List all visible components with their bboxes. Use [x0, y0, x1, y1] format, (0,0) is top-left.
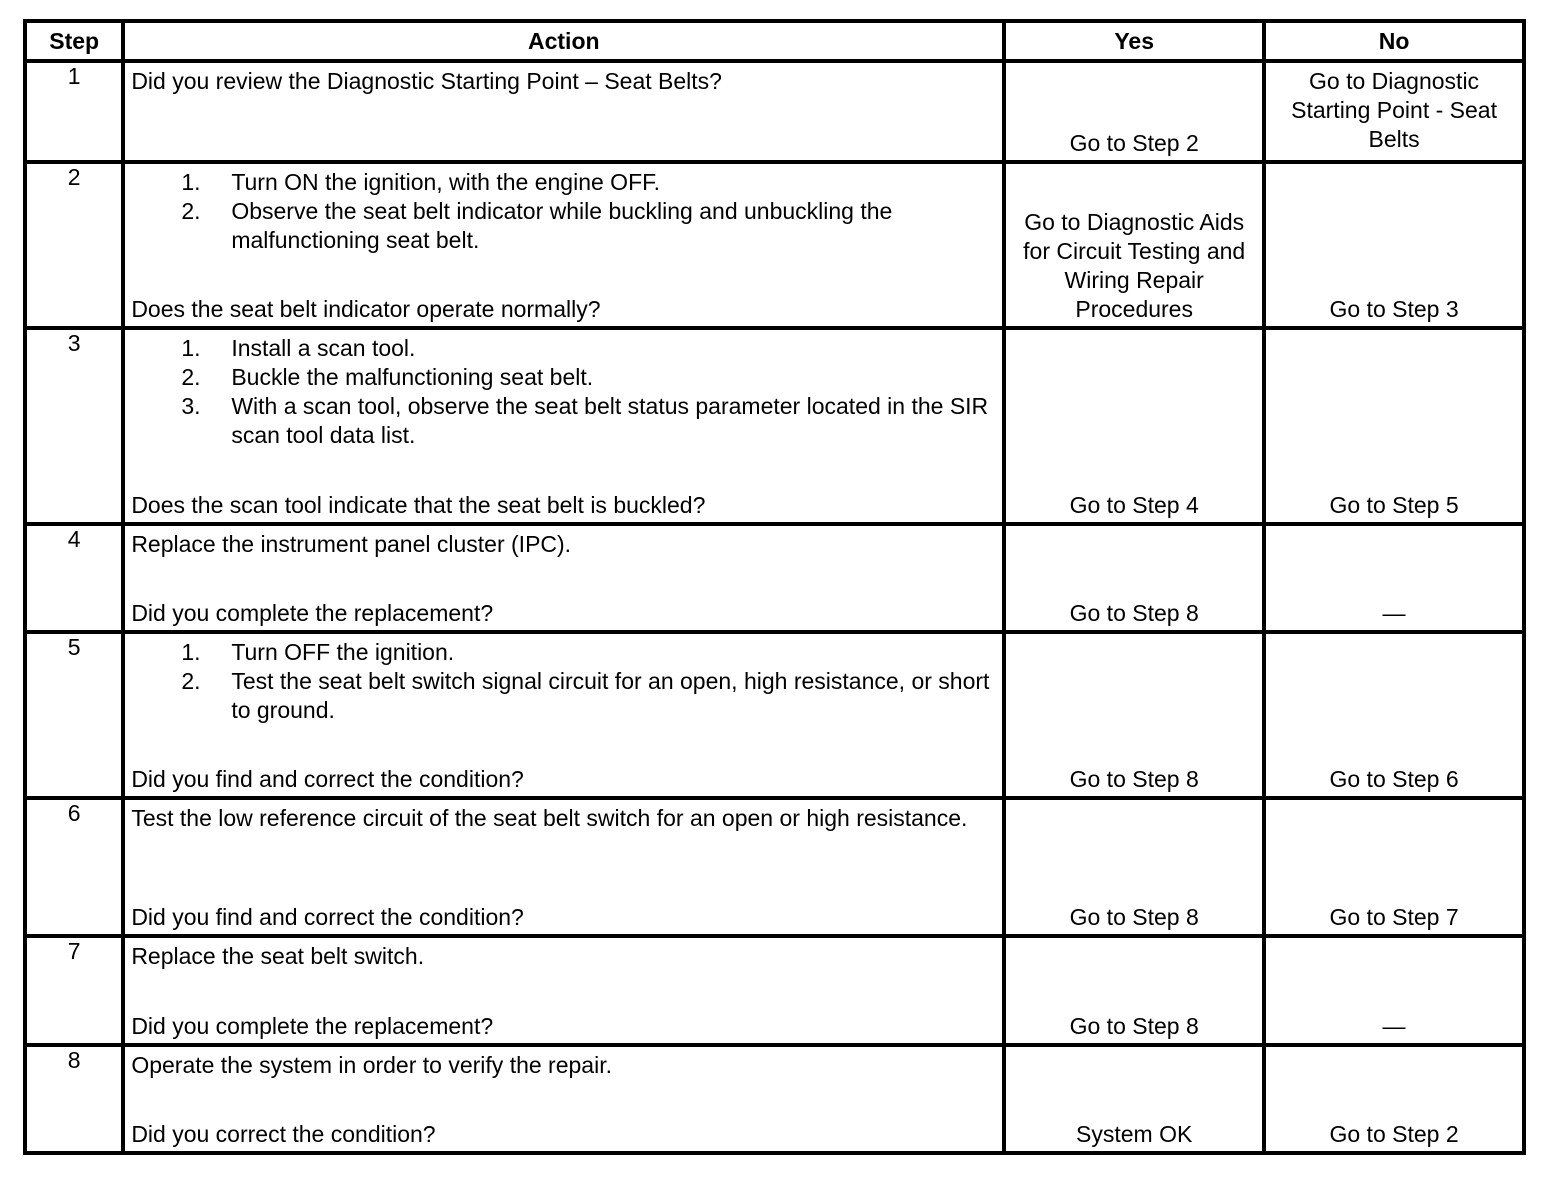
no-cell — [1264, 632, 1524, 798]
action-question: Did you complete the replacement? — [131, 600, 494, 626]
yes-cell — [1004, 936, 1264, 1045]
step-number: 5 — [25, 632, 123, 798]
header-step: Step — [25, 21, 123, 61]
step-number: 3 — [25, 328, 123, 523]
table-row — [25, 162, 1524, 328]
list-item: 2. Test the seat belt switch signal circuit for an open, high resistance, or short to ground. — [181, 668, 990, 723]
no-cell — [1264, 524, 1524, 632]
action-cell — [123, 798, 1004, 935]
no-outcome: Go to Diagnostic Starting Point - Seat Belts — [1291, 68, 1497, 152]
no-cell — [1264, 798, 1524, 935]
yes-cell — [1004, 524, 1264, 632]
no-outcome: — — [1382, 1012, 1406, 1039]
action-steps-list — [131, 638, 996, 725]
table-row — [25, 632, 1524, 798]
header-yes: Yes — [1004, 21, 1264, 61]
yes-outcome: Go to Step 8 — [1069, 766, 1199, 793]
action-intro: Replace the instrument panel cluster (IPC). — [131, 530, 572, 557]
action-question: Did you correct the condition? — [131, 1121, 436, 1147]
diagnostic-table — [23, 19, 1526, 1155]
yes-outcome: Go to Step 8 — [1069, 600, 1199, 626]
list-item: 2. Observe the seat belt indicator while buckling and unbuckling the malfunctioning seat belt. — [181, 198, 893, 254]
list-item: 3. With a scan tool, observe the seat belt status parameter located in the SIR scan tool data list. — [181, 393, 989, 449]
yes-outcome: Go to Diagnostic Aids for Circuit Testing and Wiring Repair Procedures — [1023, 209, 1246, 323]
no-cell — [1264, 61, 1524, 162]
list-item: 1. Turn ON the ignition, with the engine OFF. — [181, 169, 661, 196]
step-number: 4 — [25, 524, 123, 632]
action-cell — [123, 61, 1004, 162]
action-intro: Test the low reference circuit of the seat belt switch for an open or high resistance. — [131, 805, 968, 832]
yes-cell — [1004, 798, 1264, 935]
no-outcome: Go to Step 5 — [1329, 491, 1459, 518]
yes-outcome: Go to Step 8 — [1069, 1012, 1199, 1039]
yes-outcome: Go to Step 8 — [1069, 903, 1199, 930]
action-cell — [123, 328, 1004, 523]
no-outcome: Go to Step 2 — [1329, 1121, 1459, 1147]
no-cell — [1264, 936, 1524, 1045]
table-row — [25, 328, 1524, 523]
yes-outcome: System OK — [1076, 1121, 1193, 1147]
no-outcome: Go to Step 7 — [1329, 903, 1459, 930]
no-cell — [1264, 162, 1524, 328]
list-item: 1. Install a scan tool. — [181, 335, 416, 362]
action-question: Did you find and correct the condition? — [131, 903, 524, 930]
action-steps-list — [131, 334, 996, 450]
action-intro: Operate the system in order to verify the repair. — [131, 1051, 612, 1078]
yes-cell — [1004, 162, 1264, 328]
table-row — [25, 1045, 1524, 1153]
action-question: Did you find and correct the condition? — [131, 766, 524, 793]
yes-cell — [1004, 632, 1264, 798]
action-cell — [123, 1045, 1004, 1153]
action-cell — [123, 936, 1004, 1045]
no-outcome: — — [1382, 600, 1406, 626]
header-action: Action — [123, 21, 1004, 61]
no-cell — [1264, 1045, 1524, 1153]
action-steps-list — [131, 168, 996, 255]
no-cell — [1264, 328, 1524, 523]
yes-outcome: Go to Step 4 — [1069, 491, 1199, 518]
step-number: 2 — [25, 162, 123, 328]
action-cell — [123, 632, 1004, 798]
table-row — [25, 936, 1524, 1045]
table-row — [25, 524, 1524, 632]
yes-cell — [1004, 328, 1264, 523]
no-outcome: Go to Step 6 — [1329, 766, 1459, 793]
step-number: 1 — [25, 61, 123, 162]
action-question: Does the seat belt indicator operate normally? — [131, 296, 601, 323]
step-number: 7 — [25, 936, 123, 1045]
step-number: 6 — [25, 798, 123, 935]
yes-outcome: Go to Step 2 — [1069, 130, 1199, 157]
table-row — [25, 61, 1524, 162]
action-intro: Did you review the Diagnostic Starting Point – Seat Belts? — [131, 68, 722, 94]
action-cell — [123, 162, 1004, 328]
header-row — [25, 21, 1524, 61]
action-cell — [123, 524, 1004, 632]
header-no: No — [1264, 21, 1524, 61]
action-intro: Replace the seat belt switch. — [131, 942, 425, 969]
step-number: 8 — [25, 1045, 123, 1153]
yes-cell — [1004, 61, 1264, 162]
action-question: Did you complete the replacement? — [131, 1012, 494, 1039]
table-row — [25, 798, 1524, 935]
action-question: Does the scan tool indicate that the seat belt is buckled? — [131, 491, 706, 518]
list-item: 2. Buckle the malfunctioning seat belt. — [181, 364, 594, 391]
yes-cell — [1004, 1045, 1264, 1153]
list-item: 1. Turn OFF the ignition. — [181, 639, 455, 665]
no-outcome: Go to Step 3 — [1329, 296, 1459, 323]
